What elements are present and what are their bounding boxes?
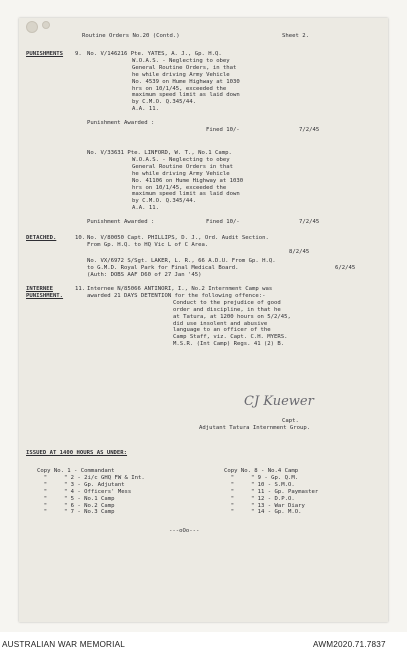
copy-item: " " 13 - War Diary [224,502,305,509]
entry-line: order and discipline, in that he [173,306,281,313]
copy-item: " " 2 - 2i/c GHQ FW & Int. [37,474,145,481]
internee-entry [87,286,291,348]
punishment-awarded-label: Punishment Awarded : [87,219,155,225]
entry-line: at Tatura, at 1200 hours on 5/2/45, [173,313,291,320]
copy-item: " " 12 - D.P.O. [224,495,295,502]
section-number: 11. [75,286,86,292]
entry-line: he while driving Army Vehicle [132,170,230,177]
copy-item: " " 5 - No.1 Camp [37,495,115,502]
copy-item: " " 4 - Officers' Mess [37,488,132,495]
entry-line: W.O.A.S. - Neglecting to obey [132,156,230,163]
entry-line: No. VX/6972 S/Sgt. LAKER, L. R., 66 A.D.U. From Gp. H.Q. [87,258,276,264]
entry-line: by C.M.O. Q.345/44. [132,99,196,106]
entry-line: A.A. 11. [132,205,159,212]
entry-line: W.O.A.S. - Neglecting to obey [132,57,230,64]
entry-date: 7/2/45 [299,219,320,225]
copy-item: " " 9 - Gp. Q.M. [224,474,299,481]
copy-item: " " 6 - No.2 Camp [37,502,115,509]
entry-line: language to an officer of the [173,327,271,334]
entry-line: by C.M.O. Q.345/44. [132,198,196,205]
entry-line: to G.M.D. Royal Park for Final Medical Board. [87,264,239,271]
handwritten-signature: CJ Kuewer [244,394,314,409]
detached-entry-1 [87,235,269,249]
distribution-right [224,468,318,516]
entry-line: General Routine Orders in that [132,163,234,170]
fine-amount: Fined 10/- [206,219,240,225]
copy-item: Copy No. 8 - No.4 Camp [224,468,299,474]
entry-date: 8/2/45 [289,249,310,255]
document-title: Routine Orders No.20 (Contd.) [82,33,180,39]
document-sheet [19,18,388,622]
section-number: 10. [75,235,86,241]
punch-hole [42,21,50,29]
copy-item: " " 3 - Gp. Adjutant [37,481,125,488]
entry-line: Internee N/85066 ANTINORI, I., No.2 Internment Camp was [87,286,273,292]
signatory-rank: Capt. [282,418,299,424]
entry-line: maximum speed limit as laid down [132,191,240,198]
copy-item: " " 10 - S.M.O. [224,481,295,488]
entry-line: No. V/33631 Pte. LINFORD, W. T., No.1 Camp. [87,150,232,156]
section-heading-punishments: PUNISHMENTS [26,51,64,57]
footer-institution: AUSTRALIAN WAR MEMORIAL [2,640,126,649]
signatory-title: Adjutant Tatura Internment Group. [199,425,311,431]
entry-line: General Routine Orders, in that [132,64,237,71]
distribution-heading: ISSUED AT 1400 HOURS AS UNDER: [26,450,128,456]
entry-line: No. 4539 on Hume Highway at 1030 [132,78,240,85]
section-heading-internee: INTERNEE [26,286,53,292]
entry-line: hrs on 10/1/45, exceeded the [132,85,227,92]
detached-entry-2 [87,258,276,279]
copy-item: " " 14 - Gp. M.O. [224,509,302,516]
entry-line: he while driving Army Vehicle [132,71,230,78]
entry-date: 7/2/45 [299,127,320,133]
entry-line: did use insolent and abusive [173,320,268,327]
entry-line: M.S.R. (Int Camp) Regs. 41 (2) B. [173,341,285,348]
entry-line: From Gp. H.Q. to HQ Vic L of C Area. [87,241,209,248]
section-heading-detached: DETACHED. [26,235,57,241]
entry-line: (Auth: DOBS AAF D60 of 27 Jan '45) [87,271,202,278]
entry-line: maximum speed limit as laid down [132,92,240,99]
sheet-number: Sheet 2. [282,33,309,39]
entry-line: Camp Staff, viz. Capt. C.H. MYERS. [173,334,288,341]
entry-line: hrs on 10/1/45, exceeded the [132,184,227,191]
punishment-awarded-label: Punishment Awarded : [87,120,155,126]
punishment-entry-2 [87,150,243,212]
entry-line: No. V/80050 Capt. PHILLIPS, D. J., Ord. Audit Section. [87,235,269,241]
entry-line: awarded 21 DAYS DETENTION for the following offence:- [87,292,266,299]
punishment-entry-1 [87,51,240,113]
fine-amount: Fined 10/- [206,127,240,133]
entry-line: No. 41106 on Hume Highway at 1030 [132,177,244,184]
section-heading-internee-punishment: PUNISHMENT. [26,293,64,299]
copy-item: Copy No. 1 - Commandant [37,468,115,474]
entry-line: Conduct to the prejudice of good [173,299,281,306]
copy-item: " " 7 - No.3 Camp [37,509,115,516]
distribution-left [37,468,145,516]
punch-hole [26,21,38,33]
entry-line: No. V/146216 Pte. YATES, A. J., Gp. H.Q. [87,51,222,57]
footer-accession-number: AWM2020.71.7837 [313,640,386,649]
end-mark: ---oOo--- [169,528,200,534]
entry-line: A.A. 11. [132,106,159,113]
section-number: 9. [75,51,82,57]
copy-item: " " 11 - Gp. Paymaster [224,488,319,495]
entry-date: 6/2/45 [335,265,356,271]
